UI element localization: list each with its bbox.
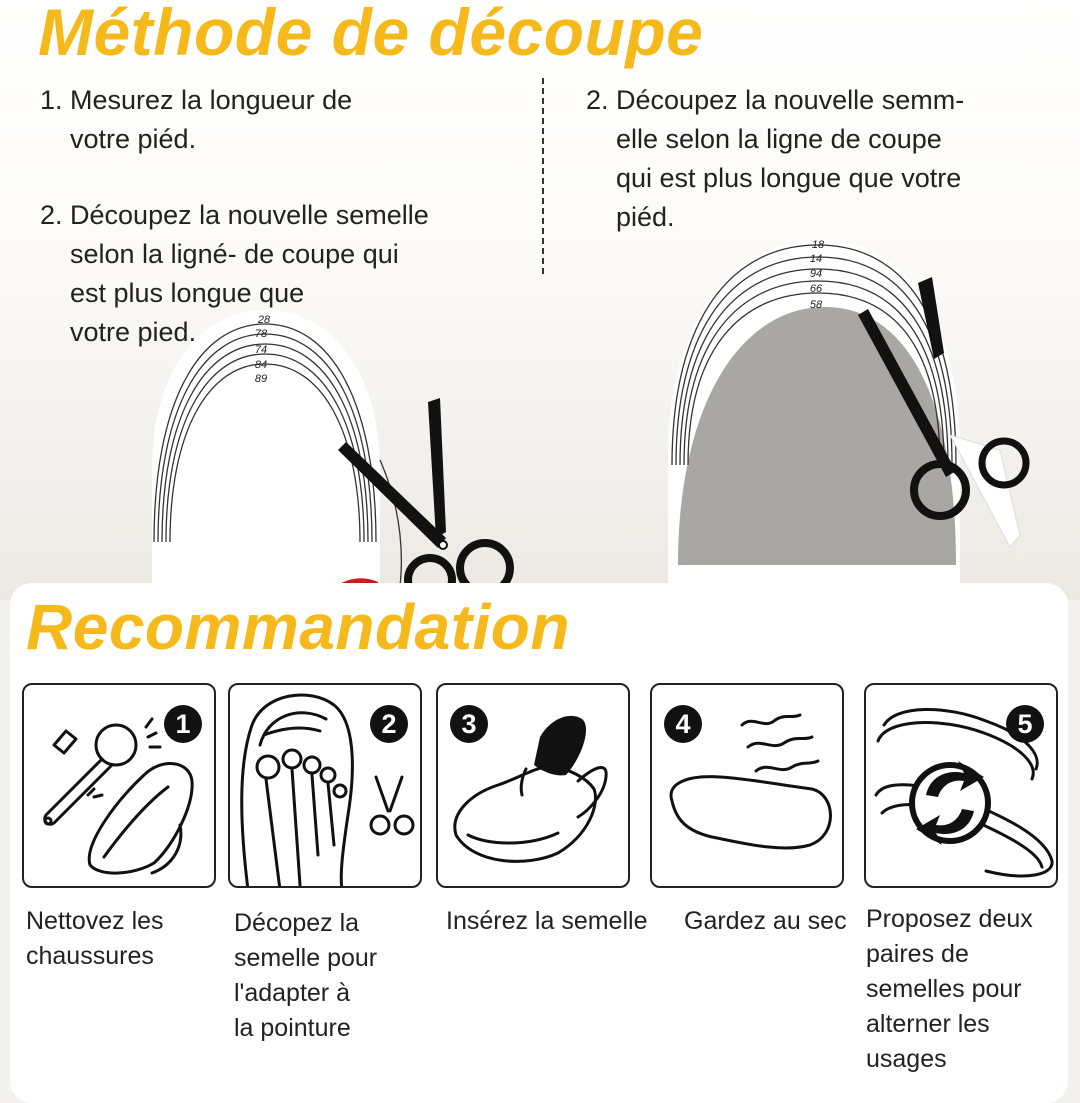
size-label: 74 — [254, 344, 268, 356]
right-insole-illustration — [660, 235, 1070, 595]
size-label: 58 — [809, 299, 823, 311]
step-number-badge: 5 — [1006, 705, 1044, 743]
text-line: Décopez la — [234, 909, 360, 937]
caption-insert-insole — [446, 904, 647, 939]
cutting-method-title: Méthode de découpe — [38, 0, 704, 69]
text-line: Proposez deux — [866, 905, 1033, 933]
text-line: l'adapter à — [234, 979, 350, 1007]
text-line: est plus longue que — [70, 278, 305, 308]
text-line: qui est plus longue que votre — [616, 163, 962, 193]
text-line: Nettovez les — [26, 907, 164, 935]
recommendation-card-3 — [436, 683, 630, 888]
step-number-badge: 1 — [164, 705, 202, 743]
caption-clean-shoes — [26, 904, 164, 974]
recommendation-title: Recommandation — [26, 591, 570, 663]
text-line: paires de — [866, 940, 969, 968]
text-line: elle selon la ligne de coupe — [616, 124, 942, 154]
size-label: 89 — [254, 373, 268, 385]
text-line: chaussures — [26, 942, 154, 970]
text-line: Insérez la semelle — [446, 907, 648, 935]
text-line: selon la ligné- de coupe qui — [70, 239, 399, 269]
text-line: Gardez au sec — [684, 907, 847, 935]
recommendation-card-5 — [864, 683, 1058, 888]
text-line: semelles pour — [866, 975, 1022, 1003]
right-step-2 — [586, 81, 1026, 237]
text-line: votre piéd. — [70, 124, 197, 154]
text-line: 1. Mesurez la longueur de — [40, 85, 353, 115]
left-insole-illustration — [140, 310, 540, 600]
recommendation-card-2 — [228, 683, 422, 888]
step-number-badge: 4 — [664, 705, 702, 743]
text-line: piéd. — [616, 202, 675, 232]
size-label: 28 — [257, 314, 271, 326]
text-line: semelle pour — [234, 944, 378, 972]
recommendation-card-1 — [22, 683, 216, 888]
text-line: alterner les — [866, 1010, 990, 1038]
size-label: 84 — [254, 359, 268, 371]
text-line: la pointure — [234, 1014, 351, 1042]
caption-keep-dry — [684, 904, 847, 939]
size-label: 66 — [809, 283, 823, 295]
text-line: 2. Découpez la nouvelle semelle — [40, 200, 429, 230]
size-label: 14 — [809, 253, 823, 265]
left-step-1 — [40, 81, 440, 159]
text-line: usages — [866, 1045, 947, 1073]
caption-cut-insole — [234, 906, 377, 1046]
caption-alternate-pairs — [866, 902, 1033, 1077]
text-line: votre pied. — [70, 317, 197, 347]
recommendation-card-4 — [650, 683, 844, 888]
step-number-badge: 2 — [370, 705, 408, 743]
size-label: 18 — [811, 239, 825, 251]
step-number-badge: 3 — [450, 705, 488, 743]
text-line: 2. Découpez la nouvelle semm- — [586, 85, 965, 115]
size-label: 78 — [254, 328, 268, 340]
dashed-divider — [542, 78, 544, 274]
size-label: 94 — [809, 268, 823, 280]
